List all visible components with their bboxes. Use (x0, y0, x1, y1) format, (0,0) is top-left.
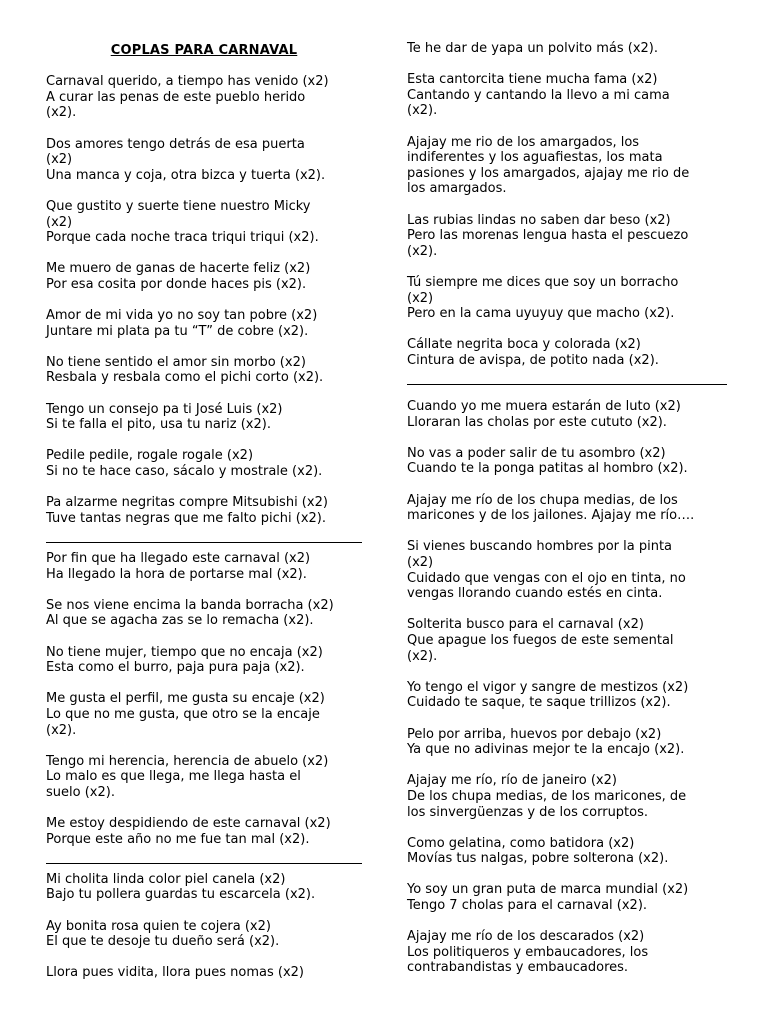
verse-line: No tiene sentido el amor sin morbo (x2) (46, 354, 306, 370)
verse-line: Pero las morenas lengua hasta el pescuezo (407, 228, 689, 244)
verse-line: Me muero de ganas de hacerte feliz (x2) (46, 261, 311, 277)
verse-line: Tengo un consejo pa ti José Luis (x2) (46, 401, 283, 417)
verse-line: (x2) (46, 214, 73, 230)
stanza (46, 402, 362, 433)
verse-line: Pero en la cama uyuyuy que macho (x2). (407, 306, 675, 322)
verse-line: Tengo mi herencia, herencia de abuelo (x2) (46, 753, 329, 769)
verse-line: Dos amores tengo detrás de esa puerta (46, 136, 305, 152)
stanza (407, 399, 727, 430)
verse-line: los amargados. (407, 181, 507, 197)
stanza (46, 965, 362, 981)
verse-line: Pedile pedile, rogale rogale (x2) (46, 448, 254, 464)
stanza (407, 539, 727, 601)
verse-line: Una manca y coja, otra bizca y tuerta (x2). (46, 167, 326, 183)
verse-line: Como gelatina, como batidora (x2) (407, 835, 635, 851)
stanza (407, 41, 727, 57)
stanza (46, 551, 362, 582)
verse-line: Por fin que ha llegado este carnaval (x2) (46, 551, 311, 566)
verse-line: (x2). (407, 243, 438, 259)
verse-line: Movías tus nalgas, pobre solterona (x2). (407, 851, 669, 867)
verse-line: Esta cantorcita tiene mucha fama (x2) (407, 72, 658, 88)
stanza (46, 199, 362, 246)
verse-line: Me gusta el perfil, me gusta su encaje (x2) (46, 691, 325, 707)
stanza (46, 645, 362, 676)
verse-line: Pelo por arriba, huevos por debajo (x2) (407, 726, 662, 742)
stanza (46, 137, 362, 184)
verse-line: Por esa cosita por donde haces pis (x2). (46, 276, 307, 292)
verse-line: Pa alzarme negritas compre Mitsubishi (x2) (46, 495, 328, 511)
stanza (46, 74, 362, 121)
stanza (46, 754, 362, 801)
verse-line: (x2). (46, 105, 77, 121)
verse-line: maricones y de los jailones. Ajajay me río…. (407, 508, 695, 524)
verse-line: (x2). (46, 722, 77, 738)
verse-line: No vas a poder salir de tu asombro (x2) (407, 445, 666, 461)
verse-line: Amor de mi vida yo no soy tan pobre (x2) (46, 308, 318, 324)
verse-line: Carnaval querido, a tiempo has venido (x2) (46, 74, 329, 90)
stanza (407, 446, 727, 477)
stanza (407, 882, 727, 913)
verse-line: Lloraran las cholas por este cututo (x2). (407, 414, 667, 430)
verse-line: Ya que no adivinas mejor te la encajo (x2). (407, 742, 685, 758)
verse-line: Al que se agacha zas se lo remacha (x2). (46, 613, 314, 629)
verse-line: Se nos viene encima la banda borracha (x2) (46, 597, 334, 613)
stanza (46, 261, 362, 292)
right-column-body (407, 41, 727, 976)
verse-line: Esta como el burro, paja pura paja (x2). (46, 660, 305, 676)
verse-line: (x2). (407, 648, 438, 664)
verse-line: Cuidado te saque, te saque trillizos (x2). (407, 695, 671, 711)
document-title: COPLAS PARA CARNAVAL (110, 43, 298, 58)
stanza (407, 617, 727, 664)
verse-line: contrabandistas y embaucadores. (407, 960, 629, 976)
stanza (46, 598, 362, 629)
verse-line: Que apague los fuegos de este semental (407, 632, 674, 648)
verse-line: Ay bonita rosa quien te cojera (x2) (46, 918, 271, 934)
verse-line: Cuando yo me muera estarán de luto (x2) (407, 399, 681, 415)
section-divider (46, 863, 362, 864)
verse-line: A curar las penas de este pueblo herido (46, 89, 306, 105)
stanza (46, 308, 362, 339)
verse-line: Me estoy despidiendo de este carnaval (x2) (46, 816, 331, 832)
verse-line: De los chupa medias, de los maricones, de (407, 788, 687, 804)
stanza (407, 929, 727, 976)
verse-line: Lo malo es que llega, me llega hasta el (46, 769, 301, 785)
verse-line: Cintura de avispa, de potito nada (x2). (407, 352, 659, 368)
verse-line: (x2) (46, 152, 73, 168)
stanza (407, 836, 727, 867)
section-divider (407, 384, 727, 385)
stanza (407, 680, 727, 711)
verse-line: (x2) (407, 290, 434, 306)
verse-line: Cállate negrita boca y colorada (x2) (407, 337, 641, 353)
verse-line: No tiene mujer, tiempo que no encaja (x2) (46, 644, 323, 660)
stanza (407, 727, 727, 758)
verse-line: Bajo tu pollera guardas tu escarcela (x2). (46, 887, 316, 903)
verse-line: Tengo 7 cholas para el carnaval (x2). (407, 898, 648, 914)
verse-line: indiferentes y los aguafiestas, los mata (407, 150, 663, 166)
verse-line: pasiones y los amargados, ajajay me rio de (407, 165, 690, 181)
stanza (46, 816, 362, 847)
verse-line: (x2) (407, 555, 434, 570)
verse-line: Ajajay me río de los chupa medias, de los (407, 492, 678, 508)
right-column (407, 41, 727, 992)
verse-line: Ajajay me rio de los amargados, los (407, 134, 640, 150)
left-column-body (46, 74, 362, 981)
verse-line: Solterita busco para el carnaval (x2) (407, 617, 644, 633)
verse-line: Yo soy un gran puta de marca mundial (x2) (407, 882, 689, 898)
stanza (46, 691, 362, 738)
stanza (46, 355, 362, 386)
verse-line: vengas llorando cuando estés en cinta. (407, 586, 663, 602)
stanza (46, 448, 362, 479)
verse-line: Llora pues vidita, llora pues nomas (x2) (46, 965, 304, 981)
verse-line: Las rubias lindas no saben dar beso (x2) (407, 212, 671, 228)
verse-line: los sinvergüenzas y de los corruptos. (407, 804, 649, 820)
stanza (46, 872, 362, 903)
section-divider (46, 542, 362, 543)
verse-line: Resbala y resbala como el pichi corto (x2). (46, 370, 324, 386)
verse-line: Yo tengo el vigor y sangre de mestizos (x2) (407, 679, 689, 695)
stanza (407, 213, 727, 260)
verse-line: Cuidado que vengas con el ojo en tinta, no (407, 570, 686, 586)
verse-line: Porque cada noche traca triqui triqui (x2). (46, 230, 319, 246)
stanza (407, 337, 727, 368)
verse-line: Juntare mi plata pa tu “T” de cobre (x2). (46, 323, 309, 339)
verse-line: Tú siempre me dices que soy un borracho (407, 274, 679, 290)
stanza (46, 495, 362, 526)
verse-line: Lo que no me gusta, que otro se la encaje (46, 706, 320, 722)
verse-line: El que te desoje tu dueño será (x2). (46, 934, 280, 950)
verse-line: Ajajay me río de los descarados (x2) (407, 929, 645, 945)
stanza (46, 919, 362, 950)
verse-line: Que gustito y suerte tiene nuestro Micky (46, 198, 311, 214)
verse-line: Mi cholita linda color piel canela (x2) (46, 871, 286, 887)
stanza (407, 72, 727, 119)
verse-line: Si vienes buscando hombres por la pinta (407, 539, 673, 555)
verse-line: Si te falla el pito, usa tu nariz (x2). (46, 417, 271, 433)
stanza (407, 773, 727, 820)
verse-line: Los politiqueros y embaucadores, los (407, 944, 649, 960)
verse-line: Tuve tantas negras que me falto pichi (x2). (46, 510, 326, 526)
verse-line: Cuando te la ponga patitas al hombro (x2). (407, 461, 688, 477)
verse-line: Ajajay me río, río de janeiro (x2) (407, 773, 617, 789)
verse-line: Te he dar de yapa un polvito más (x2). (407, 41, 659, 56)
stanza (407, 135, 727, 197)
stanza (407, 493, 727, 524)
verse-line: Cantando y cantando la llevo a mi cama (407, 87, 670, 103)
verse-line: Porque este año no me fue tan mal (x2). (46, 831, 310, 847)
left-column (46, 41, 362, 997)
verse-line: (x2). (407, 103, 438, 119)
verse-line: Si no te hace caso, sácalo y mostrale (x2). (46, 464, 323, 480)
verse-line: suelo (x2). (46, 784, 115, 800)
stanza (407, 275, 727, 322)
verse-line: Ha llegado la hora de portarse mal (x2). (46, 566, 307, 582)
